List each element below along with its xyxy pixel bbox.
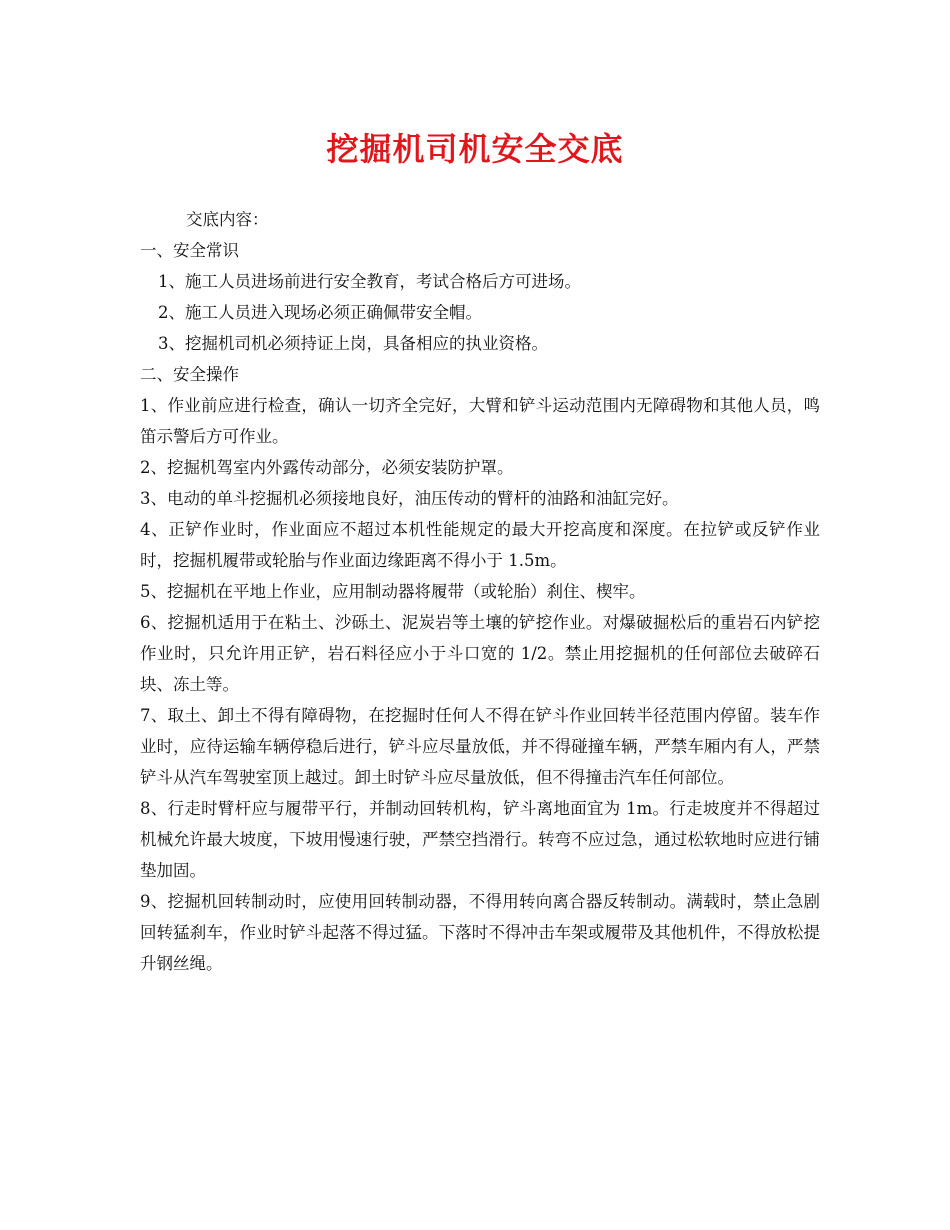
- safety-knowledge-item: 1、施工人员进场前进行安全教育，考试合格后方可进场。: [158, 272, 581, 291]
- safe-operation-item: 7、取土、卸土不得有障碍物，在挖掘时任何人不得在铲斗作业回转半径范围内停留。装车作业时，应待运输车辆停稳后进行，铲斗应尽量放低，并不得碰撞车辆，严禁车厢内有人，严禁铲斗从汽车驾驶室顶上越过。卸土时铲斗应尽量放低，但不得撞击汽车任何部位。: [140, 706, 820, 787]
- safe-operation-item: 8、行走时臂杆应与履带平行，并制动回转机构，铲斗离地面宜为 1m。行走坡度并不得超过机械允许最大坡度，下坡用慢速行驶，严禁空挡滑行。转弯不应过急，通过松软地时应进行铺垫加固。: [140, 799, 820, 880]
- safety-knowledge-item: 3、挖掘机司机必须持证上岗，具备相应的执业资格。: [158, 334, 548, 353]
- safe-operation-item: 2、挖掘机驾室内外露传动部分，必须安装防护罩。: [140, 458, 514, 477]
- section-heading-safe-operation: 二、安全操作: [140, 365, 239, 384]
- safety-knowledge-item: 2、施工人员进入现场必须正确佩带安全帽。: [158, 303, 482, 322]
- document-body: [140, 204, 820, 979]
- safe-operation-item: 3、电动的单斗挖掘机必须接地良好，油压传动的臂杆的油路和油缸完好。: [140, 489, 679, 508]
- section-heading-safety-knowledge: 一、安全常识: [140, 241, 239, 260]
- intro-label: 交底内容：: [186, 210, 269, 229]
- safe-operation-item: 5、挖掘机在平地上作业，应用制动器将履带（或轮胎）刹住、楔牢。: [140, 582, 646, 601]
- document-title: 挖掘机司机安全交底: [326, 130, 624, 168]
- safe-operation-item: 1、作业前应进行检查，确认一切齐全完好，大臂和铲斗运动范围内无障碍物和其他人员，鸣笛示警后方可作业。: [140, 396, 820, 446]
- safe-operation-item: 6、挖掘机适用于在粘土、沙砾土、泥炭岩等土壤的铲挖作业。对爆破掘松后的重岩石内铲挖作业时，只允许用正铲，岩石料径应小于斗口宽的 1/2。禁止用挖掘机的任何部位去破碎石块、冻土等。: [140, 613, 820, 694]
- safe-operation-item: 4、正铲作业时，作业面应不超过本机性能规定的最大开挖高度和深度。在拉铲或反铲作业时，挖掘机履带或轮胎与作业面边缘距离不得小于 1.5m。: [140, 520, 820, 570]
- safe-operation-item: 9、挖掘机回转制动时，应使用回转制动器，不得用转向离合器反转制动。满载时，禁止急剧回转猛刹车，作业时铲斗起落不得过猛。下落时不得冲击车架或履带及其他机件，不得放松提升钢丝绳。: [140, 892, 820, 973]
